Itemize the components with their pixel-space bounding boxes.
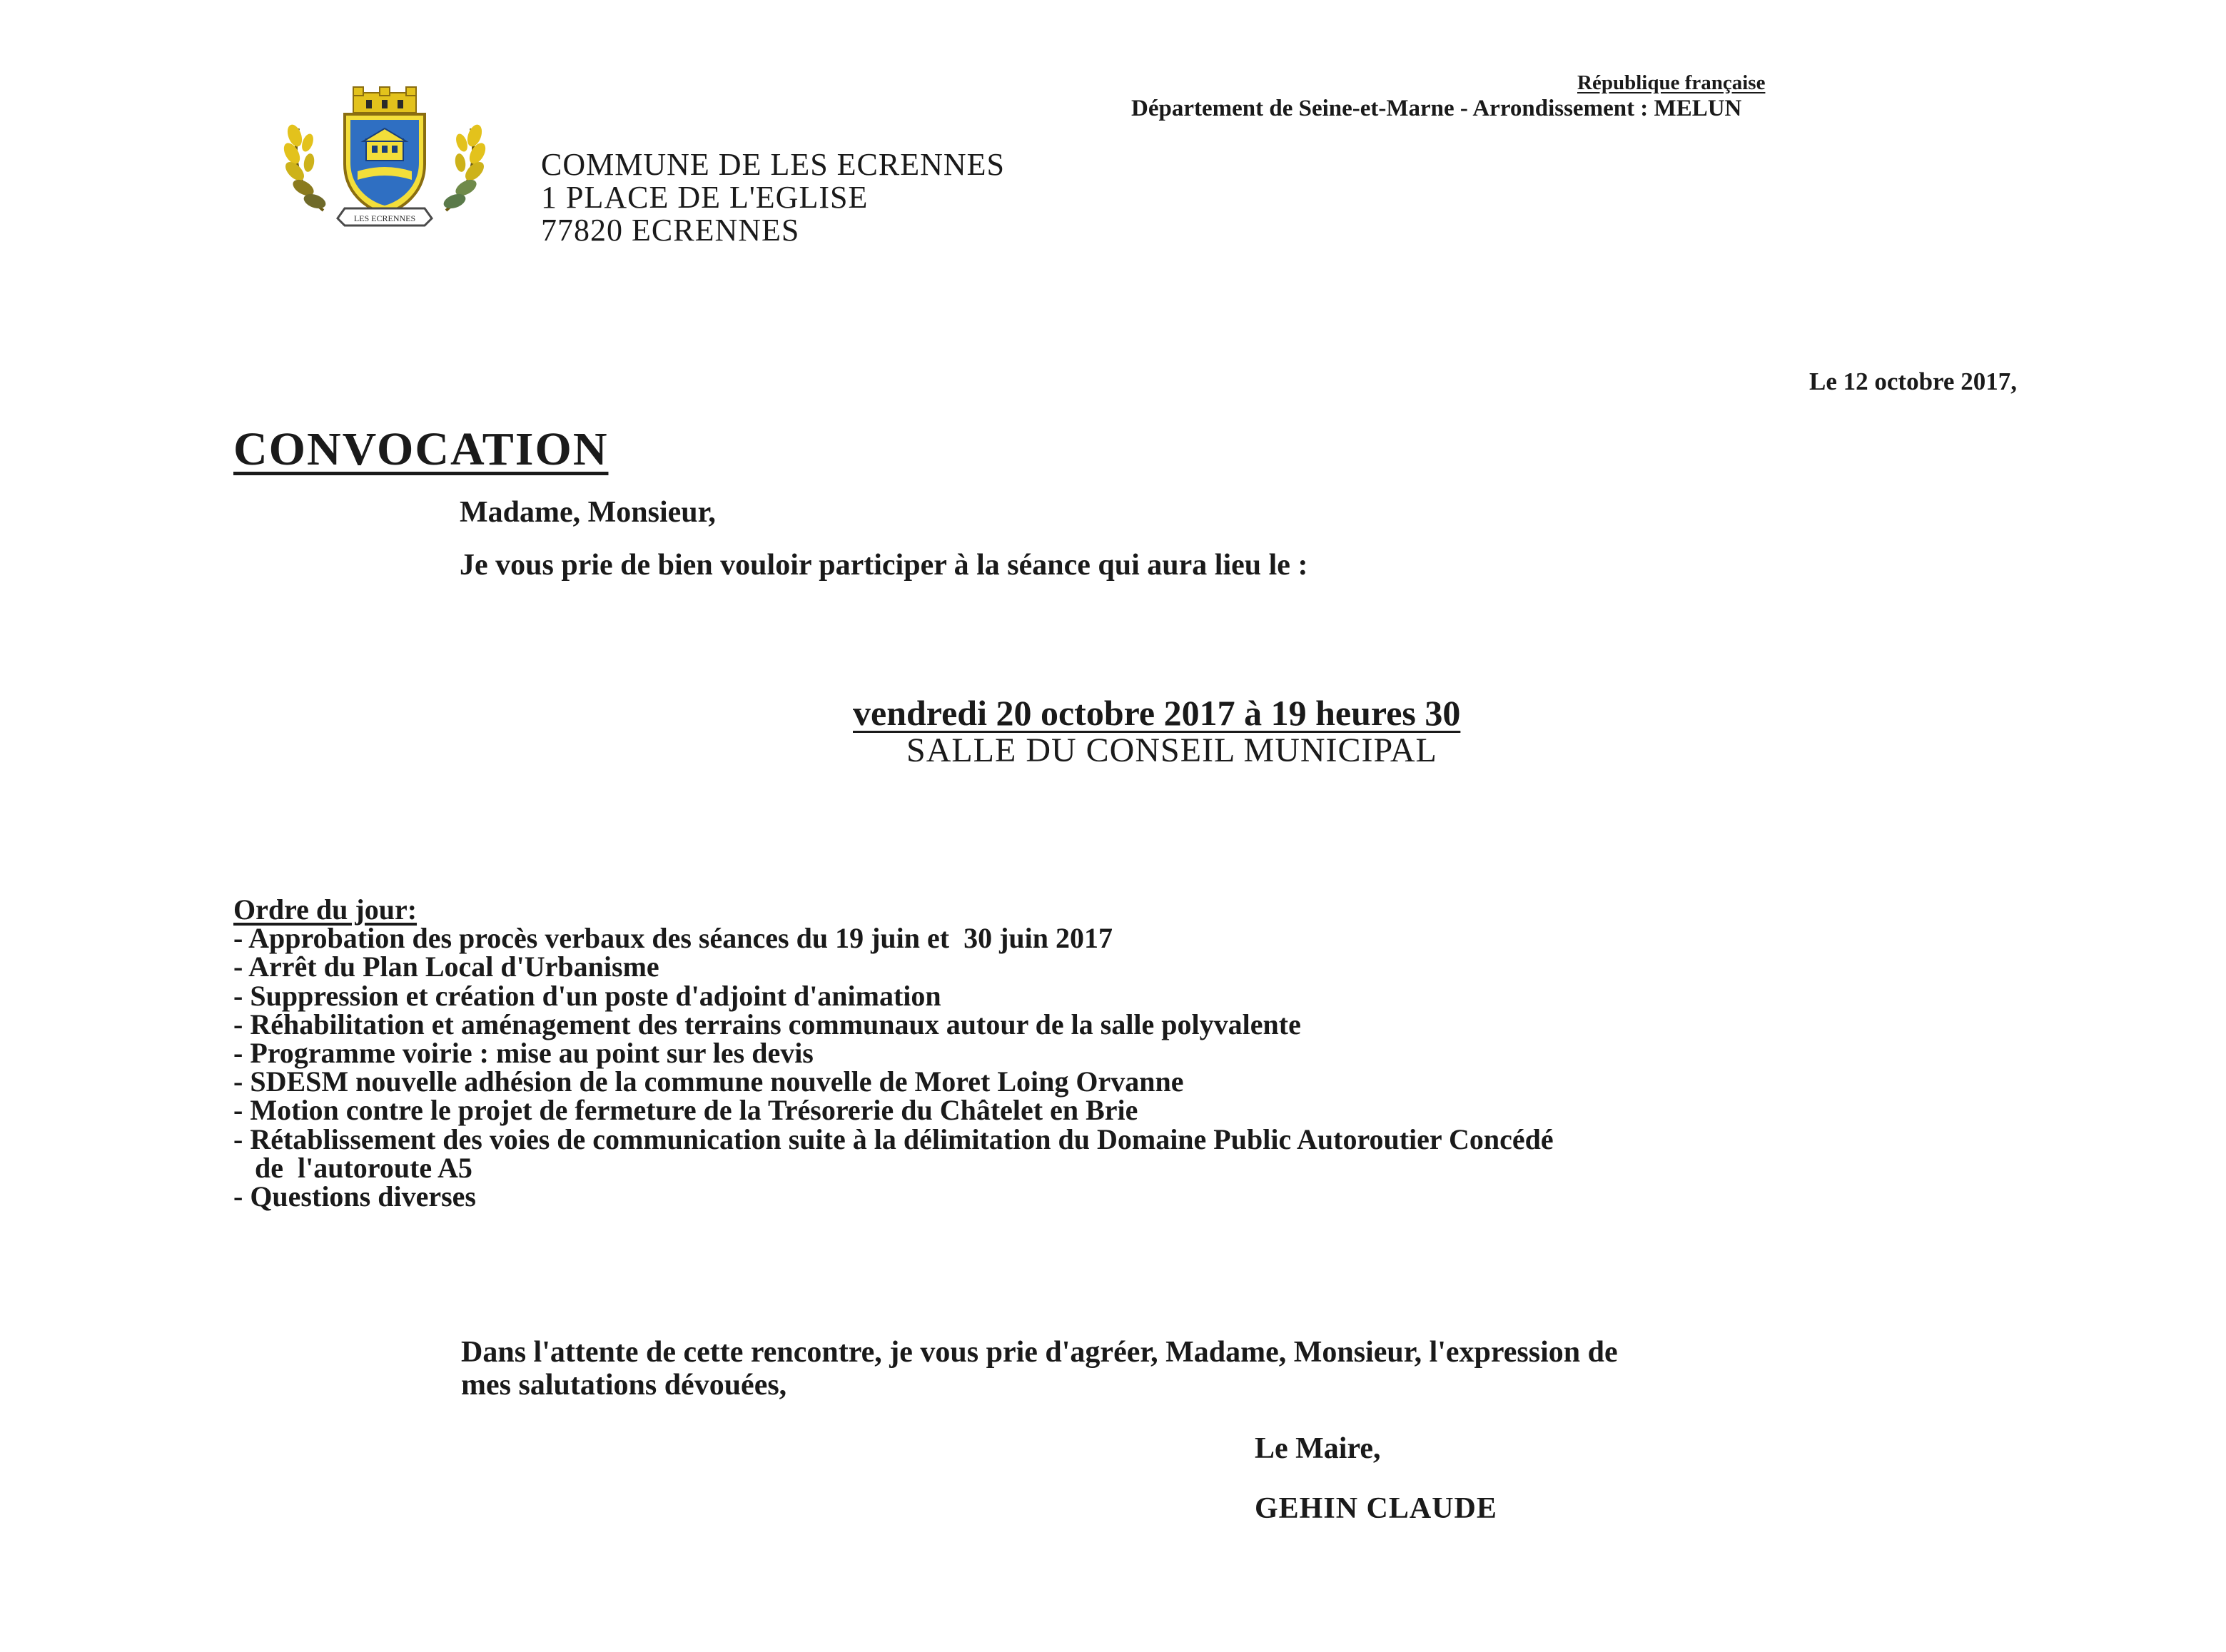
agenda-item: - Rétablissement des voies de communication suite à la délimitation du Domaine Public Autoroutier Concédé <box>233 1123 1554 1155</box>
laurel-left-icon <box>280 123 328 211</box>
salutation: Madame, Monsieur, <box>460 496 716 529</box>
agenda-section <box>233 893 1554 1213</box>
commune-postal: 77820 ECRENNES <box>541 213 800 248</box>
agenda-item: - Arrêt du Plan Local d'Urbanisme <box>233 951 659 983</box>
agenda-item: - Questions diverses <box>233 1180 476 1213</box>
agenda-item: - Approbation des procès verbaux des séances du 19 juin et 30 juin 2017 <box>233 922 1113 955</box>
document-title: CONVOCATION <box>233 423 609 475</box>
meeting-place: SALLE DU CONSEIL MUNICIPAL <box>906 731 1437 769</box>
shield-icon <box>345 114 425 214</box>
signature-title: Le Maire, <box>1255 1432 1381 1465</box>
agenda-item: - Programme voirie : mise au point sur les devis <box>233 1037 814 1070</box>
intro-text: Je vous prie de bien vouloir participer à la séance qui aura lieu le : <box>460 549 1308 582</box>
commune-address <box>541 148 1005 247</box>
mural-crown-icon <box>353 87 416 113</box>
country-heading: République française <box>1577 71 1766 94</box>
closing-line: mes salutations dévouées, <box>461 1369 787 1402</box>
commune-crest-logo <box>273 86 496 228</box>
letter-date: Le 12 octobre 2017, <box>1809 368 2017 395</box>
meeting-date: vendredi 20 octobre 2017 à 19 heures 30 <box>853 693 1461 733</box>
agenda-item: - Motion contre le projet de fermeture de la Trésorerie du Châtelet en Brie <box>233 1094 1138 1127</box>
agenda-item-continuation: de l'autoroute A5 <box>255 1151 472 1184</box>
agenda-title: Ordre du jour: <box>233 893 418 926</box>
crest-ribbon-text: LES ECRENNES <box>353 213 416 223</box>
commune-street: 1 PLACE DE L'EGLISE <box>541 180 869 215</box>
closing-line: Dans l'attente de cette rencontre, je vous prie d'agréer, Madame, Monsieur, l'expression de <box>461 1336 1618 1369</box>
agenda-list <box>233 924 1554 1211</box>
commune-name: COMMUNE DE LES ECRENNES <box>541 147 1006 182</box>
agenda-item: - SDESM nouvelle adhésion de la commune nouvelle de Moret Loing Orvanne <box>233 1065 1184 1098</box>
department-line: Département de Seine-et-Marne - Arrondissement : MELUN <box>1131 96 1742 121</box>
agenda-item: - Suppression et création d'un poste d'adjoint d'animation <box>233 979 941 1012</box>
closing-paragraph <box>461 1336 1618 1402</box>
ribbon-banner <box>338 208 432 225</box>
agenda-item: - Réhabilitation et aménagement des terrains communaux autour de la salle polyvalente <box>233 1008 1301 1040</box>
laurel-right-icon <box>442 123 489 211</box>
signature-name: GEHIN CLAUDE <box>1255 1492 1497 1525</box>
